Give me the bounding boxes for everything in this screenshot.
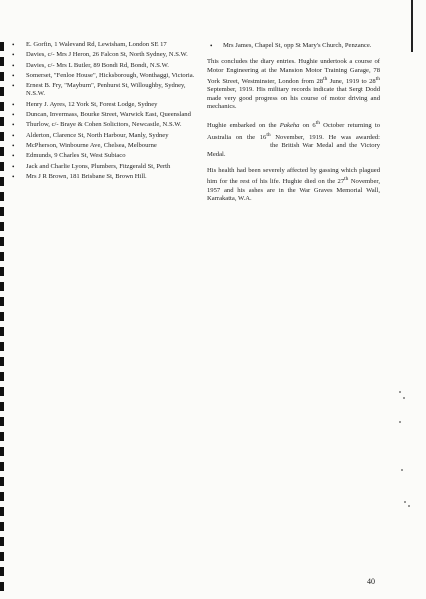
address-item: • Duncan, Invermass, Bourke Street, Warwick East, Queensland: [6, 111, 196, 119]
address-list: [6, 41, 196, 181]
address-item-penzance: • Mrs James, Chapel St, opp St Mary's Church, Penzance.: [207, 42, 380, 50]
address-item: • McPherson, Winbourne Ave, Chelsea, Melbourne: [6, 142, 196, 150]
scan-speck: [399, 391, 401, 393]
address-item: • Thurlow, c/- Braye & Cohen Solicitors, Newcastle, N.S.W.: [6, 121, 196, 129]
scan-speck: [399, 421, 401, 423]
address-list-column: [6, 41, 196, 183]
address-item: • Jack and Charlie Lyons, Plumbers, Fitzgerald St, Perth: [6, 163, 196, 171]
paragraph-return-voyage: Hughie embarked on the Pakeha on 6th October returning to Australia on the 16th November, 1919. He was awarded: the British War Medal and the Victory Medal.: [207, 120, 381, 158]
narrative-column: [207, 42, 380, 211]
scan-speck: [408, 505, 410, 507]
address-item: • Davies, c/- Mrs L Butler, 89 Bondi Rd, Bondi, N.S.W.: [6, 62, 196, 70]
scan-speck: [404, 501, 406, 503]
address-item: • Davies, c/- Mrs J Heron, 26 Falcon St, North Sydney, N.S.W.: [6, 51, 196, 59]
address-item: • Somerset, "Fenloe House", Hicksborough, Wonthaggi, Victoria.: [6, 72, 196, 80]
page-number: 40: [367, 577, 375, 586]
address-item: • Henry J. Ayres, 12 York St, Forest Lodge, Sydney: [6, 101, 196, 109]
paragraph-health-death: His health had been severely affected by gassing which plagued him for the rest of his life. Hughie died on the 27th November, 1957 and his ashes are in the War Graves Memorial Wall, Karrakatta, W.A.: [207, 166, 380, 202]
address-item: • Mrs J R Brown, 181 Brisbane St, Brown Hill.: [6, 173, 196, 181]
address-item: • Ernest B. Fry, "Mayburn", Penhurst St, Willoughby, Sydney, N.S.W.: [6, 82, 196, 99]
scan-speck: [403, 397, 405, 399]
scan-speck: [401, 469, 403, 471]
ship-name: Pakeha: [279, 122, 300, 130]
margin-rule: [411, 0, 413, 52]
paragraph-motor-course: This concludes the diary entries. Hughie undertook a course of Motor Engineering at the Mansion Motor Training Garage, 78 York Street, Westminster, London from 28th June, 1919 to 28th September, 1919. His military records indicate that Sergt Dodd made very good progress on his course of motor driving and mechanics.: [207, 58, 380, 110]
address-item: • E. Gorfin, 1 Walevand Rd, Lewisham, London SE 17: [6, 41, 196, 49]
address-item: • Edmunds, 9 Charles St, West Subiaco: [6, 152, 196, 160]
address-item: • Alderton, Clarence St, North Harbour, Manly, Sydney: [6, 132, 196, 140]
